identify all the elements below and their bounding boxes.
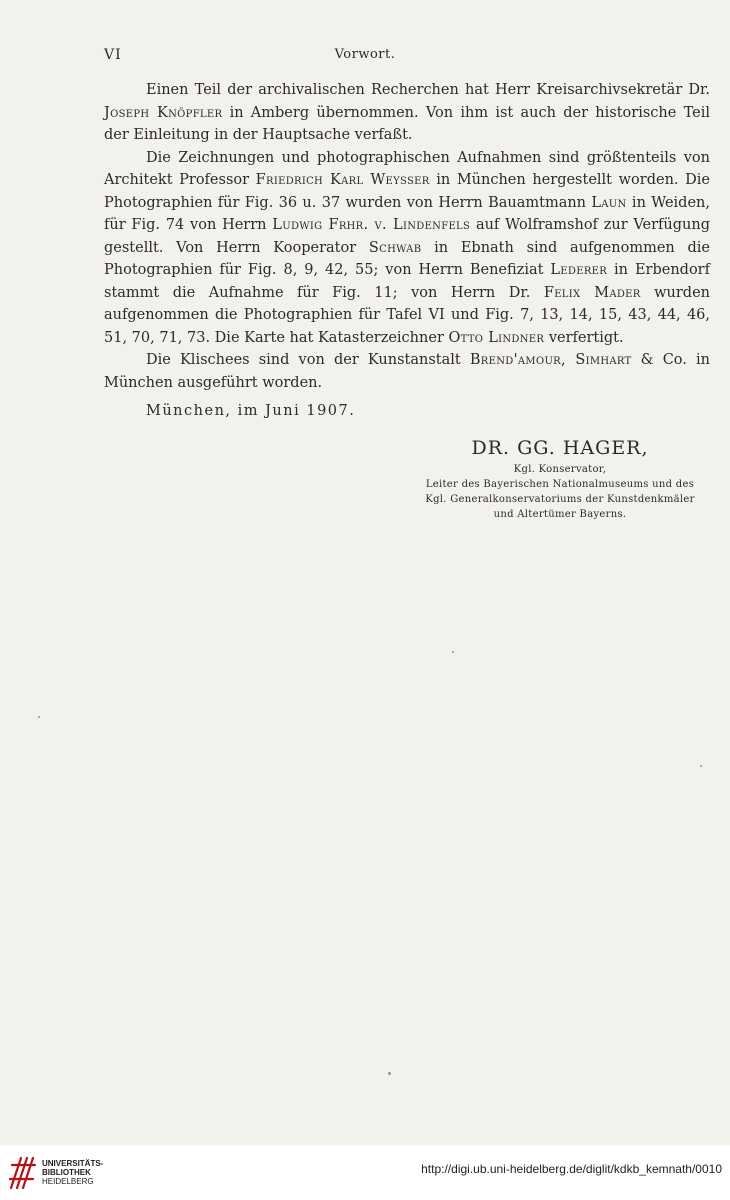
paper-speck	[700, 765, 702, 767]
paragraph-3: Die Klischees sind von der Kunstanstalt Brend'amour, Simhart & Co. in München ausgeführt worden.	[104, 352, 710, 391]
page-number: VI	[104, 47, 122, 63]
paragraph-2: Die Zeichnungen und photographischen Aufnahmen sind größtenteils von Architekt Professor Friedrich Karl Weysser in München hergestellt worden. Die Photographien für Fig. 36 u. 37 wurden von Herrn Bauamtmann Laun in Weiden, für Fig. 74 von Herrn Ludwig Frhr. v. Lindenfels auf Wolframshof zur Verfügung gestellt. Von Herrn Kooperator Schwab in Ebnath sind aufgenommen die Photographien für Fig. 8, 9, 42, 55; von Herrn Benefiziat Lederer in Erbendorf stammt die Aufnahme für Fig. 11; von Herrn Dr. Felix Mader wurden aufgenommen die Photographien für Tafel VI und Fig. 7, 13, 14, 15, 43, 44, 46, 51, 70, 71, 73. Die Karte hat Katasterzeichner Otto Lindner verfertigt.	[104, 149, 711, 346]
paper-speck	[388, 1072, 391, 1075]
signature-line-2: Kgl. Generalkonservatoriums der Kunstdenkmäler	[425, 494, 695, 505]
person-name: Schwab	[368, 239, 422, 256]
person-name: Lederer	[550, 262, 608, 278]
signature-title: Kgl. Konservator,	[513, 464, 607, 475]
person-name: Laun	[591, 194, 627, 211]
source-url-link[interactable]: http://digi.ub.uni-heidelberg.de/diglit/kdkb_kemnath/0010	[421, 1162, 722, 1176]
company-name: Brend'amour, Simhart	[469, 352, 632, 368]
running-title: Vorwort.	[334, 47, 396, 62]
signature-name: DR. GG. HAGER,	[471, 437, 649, 459]
paper-speck	[38, 716, 40, 718]
paragraph-1: Einen Teil der archivalischen Recherchen hat Herr Kreisarchivsekretär Dr. Joseph Knöpfler in Amberg übernommen. Von ihm ist auch der historische Teil der Einleitung in der Hauptsache verfaßt.	[104, 82, 710, 143]
signature-line-1: Leiter des Bayerischen Nationalmuseums und des	[425, 479, 695, 490]
university-library-logo-icon	[8, 1155, 38, 1191]
person-name: Otto Lindner	[448, 329, 545, 346]
person-name: Friedrich Karl Weysser	[255, 172, 430, 188]
viewer-footer	[0, 1145, 730, 1200]
signature-line-3: und Altertümer Bayerns.	[493, 509, 627, 520]
preface-text	[104, 79, 710, 394]
signature-block	[410, 436, 710, 522]
person-name: Felix Mader	[543, 284, 641, 301]
person-name: Joseph Knöpfler	[104, 104, 223, 121]
person-name: Ludwig Frhr. v. Lindenfels	[272, 217, 471, 233]
paper-speck	[452, 651, 454, 653]
dateline: München, im Juni 1907.	[146, 403, 356, 419]
library-name: UNIVERSITÄTS- BIBLIOTHEK HEIDELBERG	[42, 1159, 104, 1186]
